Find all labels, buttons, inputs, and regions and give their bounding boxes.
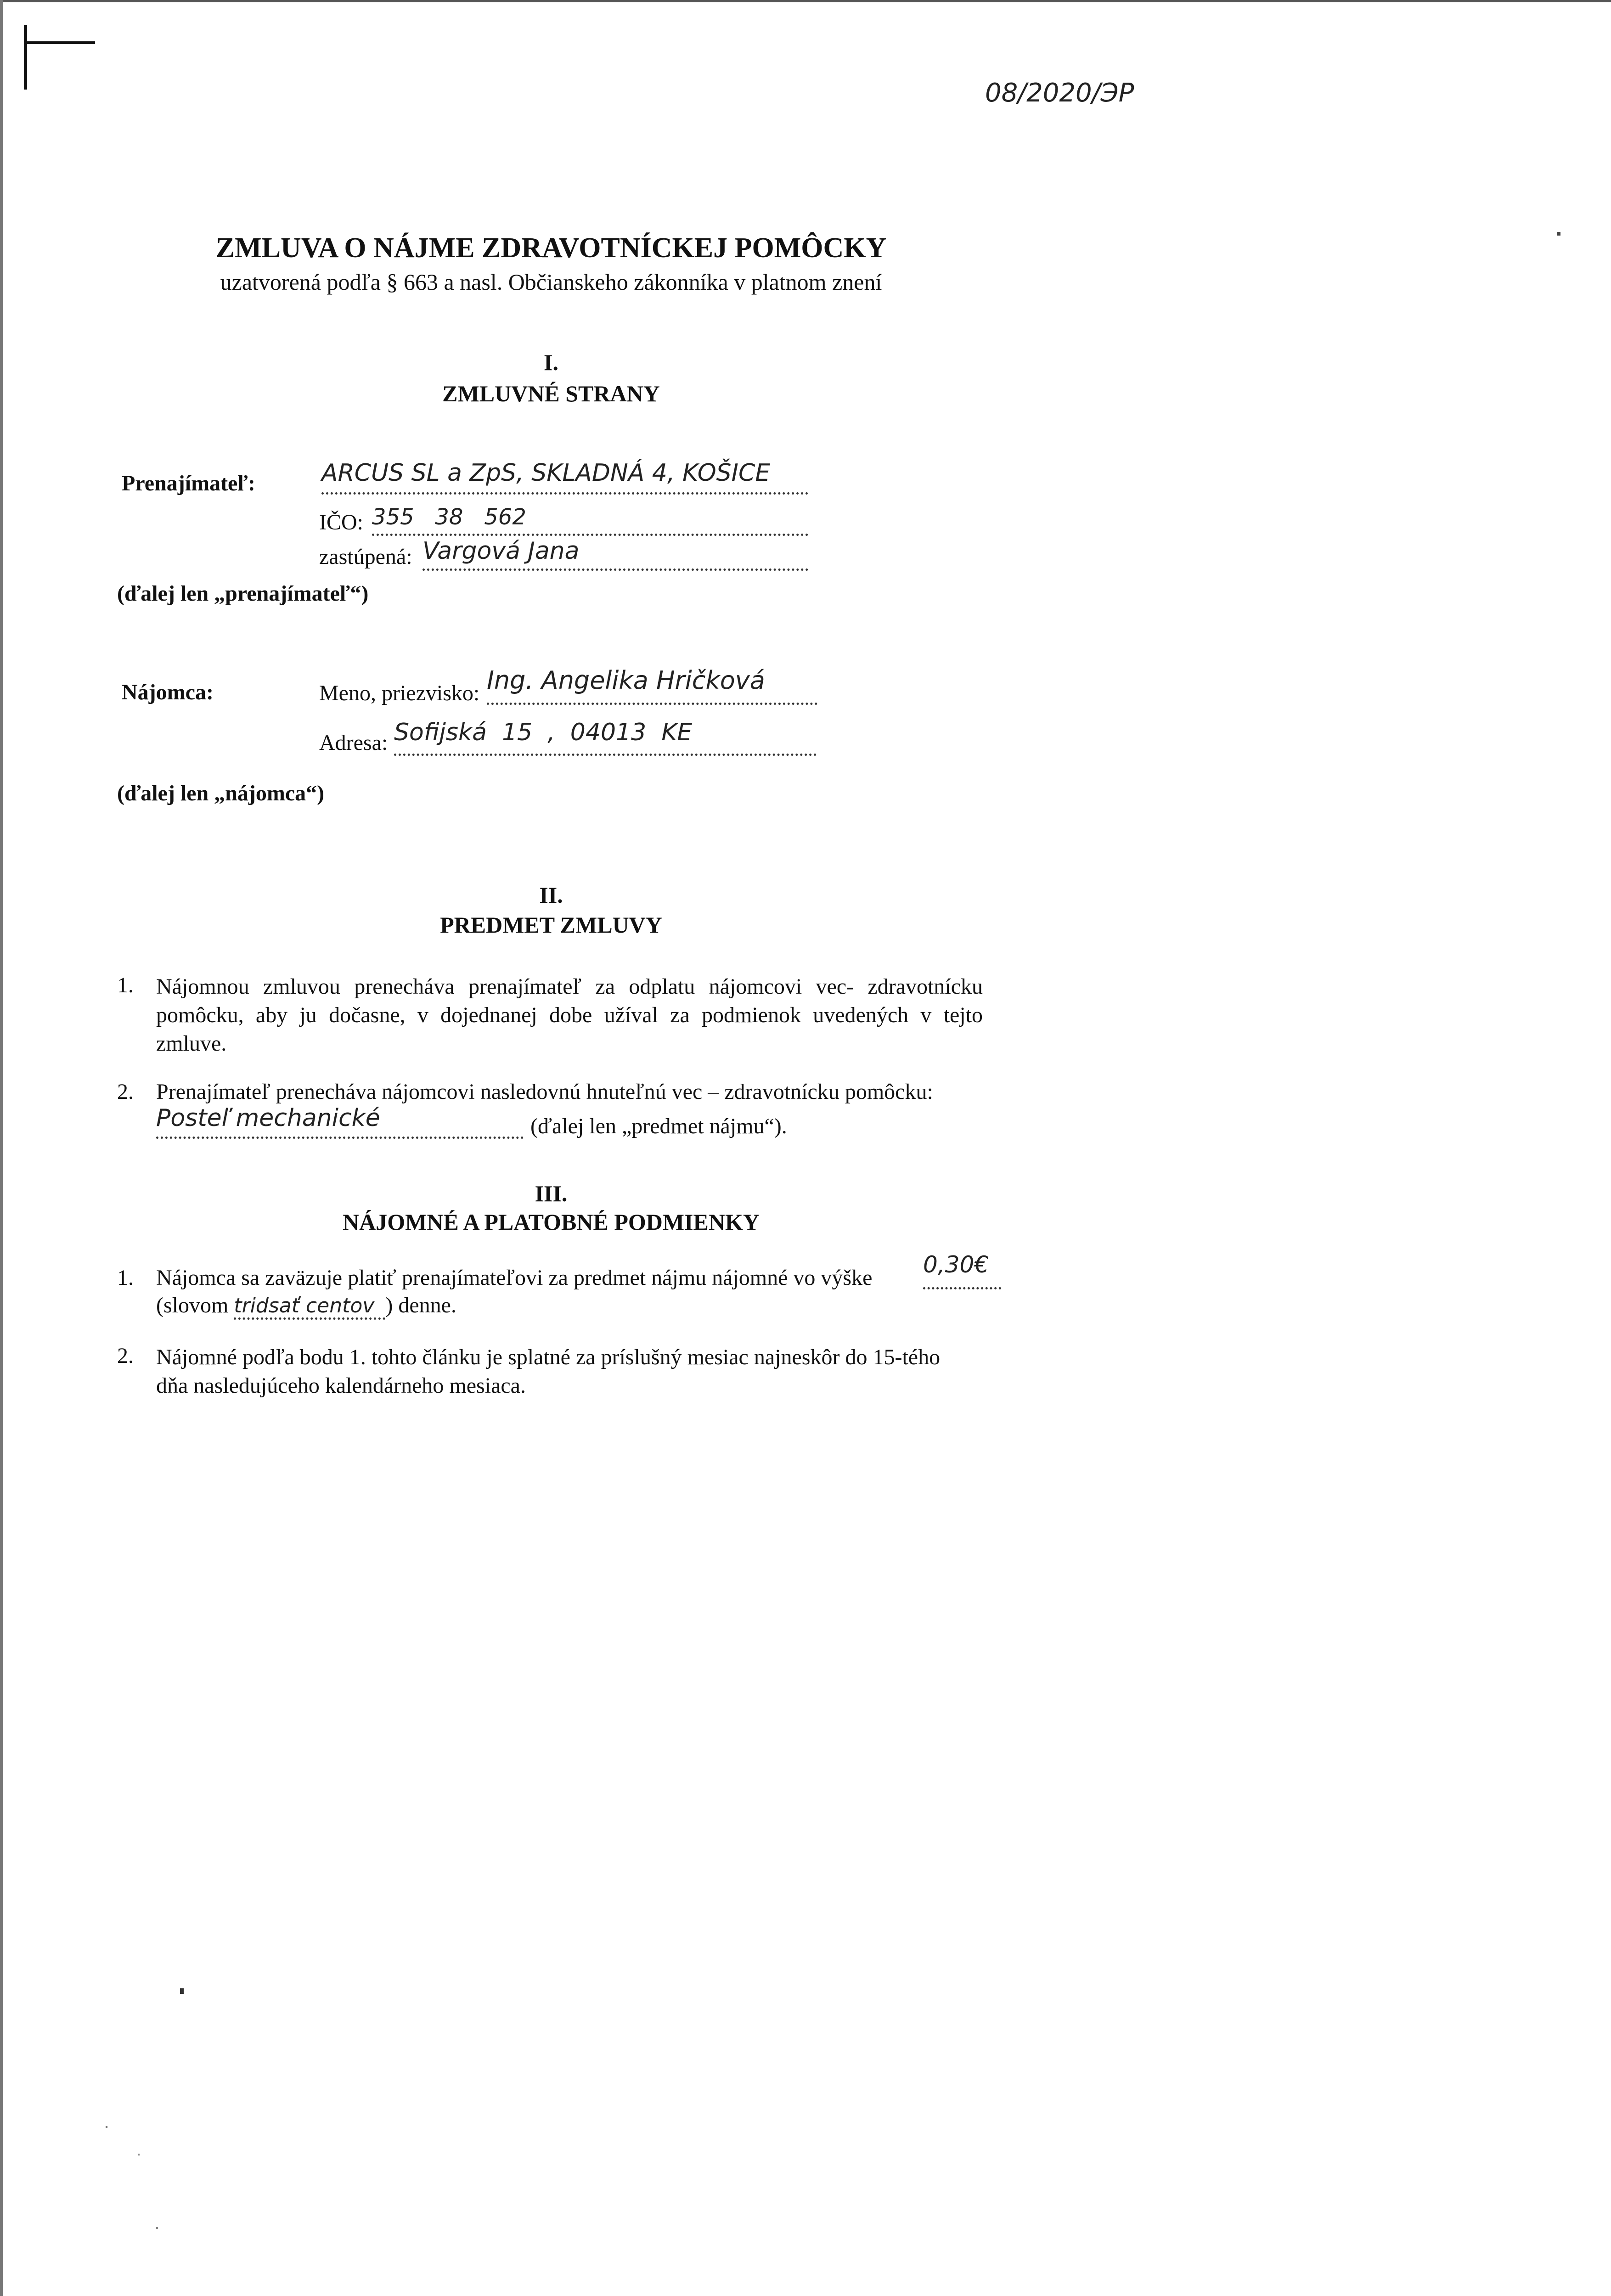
section-3-item-2-text [156,1343,983,1400]
section-2-item-1-line-1: Nájomnou zmluvou prenecháva prenajímateľ za odplatu nájomcovi vec- zdravotnícku [156,974,983,999]
prenajimatel-value: ARCUS SL a ZpS, SKLADNÁ 4, KOŠICE [321,459,771,487]
prenajimatel-value-field [321,459,808,495]
section-3-item-1-text: Nájomca sa zaväzuje platiť prenajímateľovi za predmet nájmu nájomné vo výške [156,1266,873,1290]
meno-value-field [487,666,817,705]
najomca-note: (ďalej len „nájomca“) [117,781,325,805]
slovom-line [156,1293,456,1320]
section-2-item-1-text [156,973,983,1058]
meno-value: Ing. Angelika Hričková [487,666,765,695]
scan-speck [156,2227,158,2229]
section-2-item-2-number: 2. [117,1080,134,1104]
slovom-value: tridsať centov [234,1294,385,1320]
adresa-value-field [394,719,817,756]
section-1-title: ZMLUVNÉ STRANY [442,381,660,406]
section-2-item-1-number: 1. [117,973,134,997]
najomne-amount-value: 0,30€ [923,1251,989,1278]
scan-speck [106,2126,107,2128]
section-2-item-1-line-3: zmluve. [156,1031,227,1056]
top-border-line [0,0,1611,2]
section-2-number: II. [539,882,563,908]
section-3-item-1-number: 1. [117,1266,134,1290]
left-border-line [0,0,3,2296]
predmet-najmu-value: Posteľ mechanické [156,1104,380,1132]
adresa-value: Sofijská 15 , 04013 KE [394,719,693,746]
ico-value-field [372,504,808,536]
corner-mark-horizontal [24,41,95,44]
section-3-item-2-line-1: Nájomné podľa bodu 1. tohto článku je splatné za príslušný mesiac najneskôr do 15-tého [156,1345,941,1369]
section-2-title: PREDMET ZMLUVY [440,912,662,938]
meno-label: Meno, priezvisko: [319,681,480,705]
section-1-number: I. [544,349,558,375]
corner-mark-vertical [24,25,27,90]
section-3-number: III. [535,1181,568,1206]
document-subtitle: uzatvorená podľa § 663 a nasl. Občianskeho zákonníka v platnom znení [220,269,882,295]
zastupena-value: Vargová Jana [422,537,580,565]
prenajimatel-note: (ďalej len „prenajímateľ“) [117,581,369,606]
prenajimatel-label: Prenajímateľ: [122,471,255,495]
section-2-item-2-line-1: Prenajímateľ prenecháva nájomcovi nasledovnú hnuteľnú vec – zdravotnícku pomôcku: [156,1080,933,1104]
section-2-item-2-suffix: (ďalej len „predmet nájmu“). [530,1114,787,1138]
document-title: ZMLUVA O NÁJME ZDRAVOTNÍCKEJ POMÔCKY [215,232,887,264]
ico-value: 355 38 562 [372,504,526,530]
scan-speck [138,2154,140,2155]
zastupena-label: zastúpená: [319,545,412,569]
scan-speck [180,1988,184,1994]
najomne-amount-field [923,1251,1001,1289]
slovom-label: (slovom [156,1293,229,1317]
ico-label: IČO: [319,510,363,535]
section-2-item-1-line-2: pomôcku, aby ju dočasne, v dojednanej dobe užíval za podmienok uvedených v tejto [156,1003,983,1027]
section-3-item-2-line-2: dňa nasledujúceho kalendárneho mesiaca. [156,1373,526,1398]
zastupena-value-field [422,537,808,571]
najomca-label: Nájomca: [122,680,214,704]
section-3-item-2-number: 2. [117,1344,134,1368]
adresa-label: Adresa: [319,731,388,755]
predmet-najmu-field [156,1104,524,1139]
section-3-title: NÁJOMNÉ A PLATOBNÉ PODMIENKY [343,1209,760,1235]
slovom-suffix: ) denne. [385,1293,456,1317]
document-reference-number: 08/2020/ЭP [985,78,1134,108]
scan-speck [1557,232,1560,236]
